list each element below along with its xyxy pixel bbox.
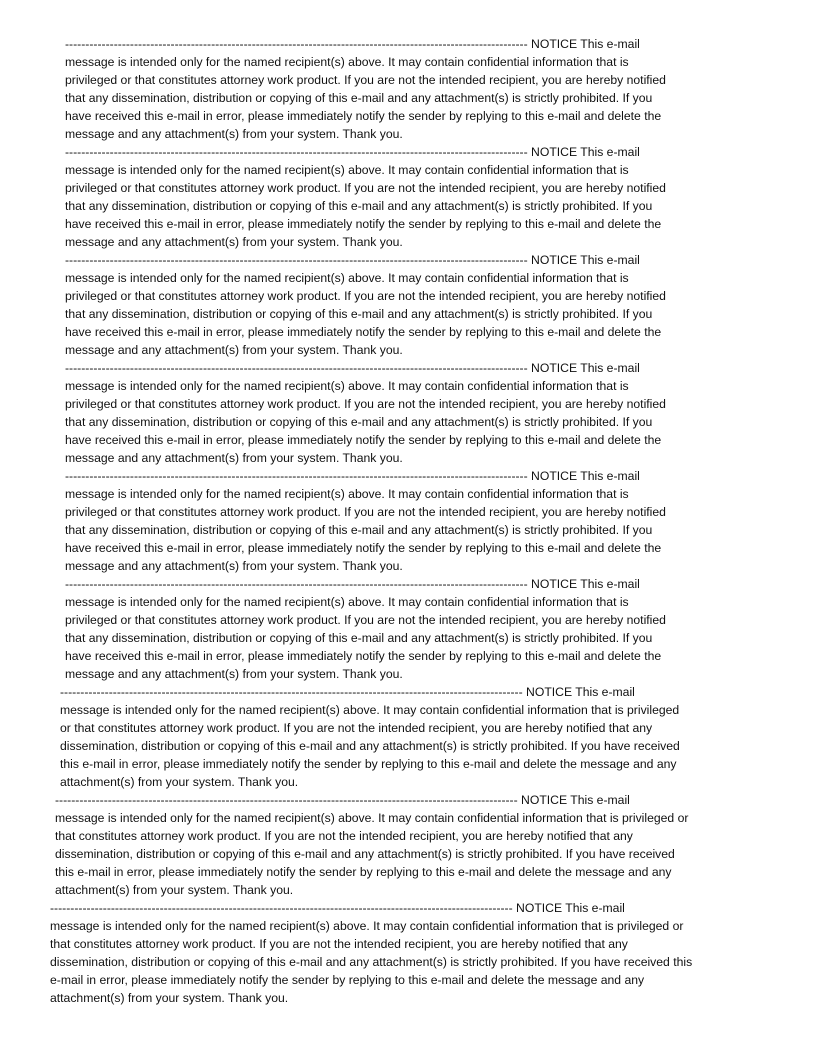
notice-line: that any dissemination, distribution or copying of this e-mail and any attachment(s) is strictly prohibited. If you [65, 307, 653, 321]
notice-heading-line: ------------------------------------------------------------------------------------------------------------------ NOTICE This e-mail [55, 793, 630, 807]
notice-heading-line: ------------------------------------------------------------------------------------------------------------------ NOTICE This e-mail [65, 577, 640, 591]
notice-line: that constitutes attorney work product. If you are not the intended recipient, you are hereby notified that any [50, 937, 628, 951]
notice-line: privileged or that constitutes attorney work product. If you are not the intended recipient, you are hereby notified [65, 505, 666, 519]
notice-line: privileged or that constitutes attorney work product. If you are not the intended recipient, you are hereby notified [65, 181, 666, 195]
notice-line: have received this e-mail in error, please immediately notify the sender by replying to this e-mail and delete the [65, 541, 662, 555]
notice-line: that any dissemination, distribution or copying of this e-mail and any attachment(s) is strictly prohibited. If you [65, 523, 653, 537]
notice-line: this e-mail in error, please immediately notify the sender by replying to this e-mail and delete the message and any [60, 757, 677, 771]
notice-block-5 [65, 467, 765, 575]
notice-heading-line: ------------------------------------------------------------------------------------------------------------------ NOTICE This e-mail [65, 37, 640, 51]
notice-line: that any dissemination, distribution or copying of this e-mail and any attachment(s) is strictly prohibited. If you [65, 199, 653, 213]
notice-line: dissemination, distribution or copying of this e-mail and any attachment(s) is strictly prohibited. If you have received [55, 847, 675, 861]
notice-block-1 [65, 35, 765, 143]
notice-block-3 [65, 251, 765, 359]
notice-line: privileged or that constitutes attorney work product. If you are not the intended recipient, you are hereby notified [65, 613, 666, 627]
notice-line: message is intended only for the named recipient(s) above. It may contain confidential information that is [65, 163, 629, 177]
notice-line: privileged or that constitutes attorney work product. If you are not the intended recipient, you are hereby notified [65, 289, 666, 303]
notice-line: message is intended only for the named recipient(s) above. It may contain confidential information that is privileged or [50, 919, 684, 933]
notice-line: attachment(s) from your system. Thank you. [50, 991, 289, 1005]
notice-heading-line: ------------------------------------------------------------------------------------------------------------------ NOTICE This e-mail [65, 253, 640, 267]
notice-heading-line: ------------------------------------------------------------------------------------------------------------------ NOTICE This e-mail [65, 145, 640, 159]
notice-line: that constitutes attorney work product. If you are not the intended recipient, you are hereby notified that any [55, 829, 633, 843]
notice-line: this e-mail in error, please immediately notify the sender by replying to this e-mail and delete the message and any [55, 865, 672, 879]
notice-block-7 [60, 683, 760, 791]
notice-line: have received this e-mail in error, please immediately notify the sender by replying to this e-mail and delete the [65, 217, 662, 231]
notice-line: have received this e-mail in error, please immediately notify the sender by replying to this e-mail and delete the [65, 649, 662, 663]
notice-heading-line: ------------------------------------------------------------------------------------------------------------------ NOTICE This e-mail [50, 901, 625, 915]
notice-line: privileged or that constitutes attorney work product. If you are not the intended recipient, you are hereby notified [65, 73, 666, 87]
notice-line: message is intended only for the named recipient(s) above. It may contain confidential information that is [65, 487, 629, 501]
notice-block-9 [50, 899, 772, 1007]
notice-line: dissemination, distribution or copying of this e-mail and any attachment(s) is strictly prohibited. If you have received this [50, 955, 693, 969]
notice-heading-line: ------------------------------------------------------------------------------------------------------------------ NOTICE This e-mail [60, 685, 635, 699]
notice-line: attachment(s) from your system. Thank you. [55, 883, 294, 897]
notice-line: message is intended only for the named recipient(s) above. It may contain confidential information that is [65, 55, 629, 69]
notice-line: message and any attachment(s) from your system. Thank you. [65, 343, 403, 357]
notice-line: message and any attachment(s) from your system. Thank you. [65, 559, 403, 573]
notice-block-6 [65, 575, 765, 683]
notice-line: message and any attachment(s) from your system. Thank you. [65, 235, 403, 249]
notice-line: message is intended only for the named recipient(s) above. It may contain confidential information that is [65, 595, 629, 609]
notice-block-8 [55, 791, 767, 899]
notice-line: message is intended only for the named recipient(s) above. It may contain confidential information that is privileged or [55, 811, 689, 825]
notice-heading-line: ------------------------------------------------------------------------------------------------------------------ NOTICE This e-mail [65, 469, 640, 483]
notice-line: privileged or that constitutes attorney work product. If you are not the intended recipient, you are hereby notified [65, 397, 666, 411]
notice-heading-line: ------------------------------------------------------------------------------------------------------------------ NOTICE This e-mail [65, 361, 640, 375]
notice-line: that any dissemination, distribution or copying of this e-mail and any attachment(s) is strictly prohibited. If you [65, 631, 653, 645]
notice-block-4 [65, 359, 765, 467]
notice-line: have received this e-mail in error, please immediately notify the sender by replying to this e-mail and delete the [65, 109, 662, 123]
notice-line: message is intended only for the named recipient(s) above. It may contain confidential information that is privileged [60, 703, 680, 717]
notice-line: message and any attachment(s) from your system. Thank you. [65, 451, 403, 465]
notice-line: have received this e-mail in error, please immediately notify the sender by replying to this e-mail and delete the [65, 325, 662, 339]
notice-block-2 [65, 143, 765, 251]
notice-line: attachment(s) from your system. Thank you. [60, 775, 299, 789]
notice-line: message is intended only for the named recipient(s) above. It may contain confidential information that is [65, 271, 629, 285]
notice-line: message and any attachment(s) from your system. Thank you. [65, 127, 403, 141]
notice-line: have received this e-mail in error, please immediately notify the sender by replying to this e-mail and delete the [65, 433, 662, 447]
notice-line: or that constitutes attorney work product. If you are not the intended recipient, you are hereby notified that any [60, 721, 653, 735]
notice-line: dissemination, distribution or copying of this e-mail and any attachment(s) is strictly prohibited. If you have received [60, 739, 680, 753]
notice-line: that any dissemination, distribution or copying of this e-mail and any attachment(s) is strictly prohibited. If you [65, 415, 653, 429]
notice-line: message is intended only for the named recipient(s) above. It may contain confidential information that is [65, 379, 629, 393]
notice-line: e-mail in error, please immediately notify the sender by replying to this e-mail and delete the message and any [50, 973, 645, 987]
notice-line: message and any attachment(s) from your system. Thank you. [65, 667, 403, 681]
notice-line: that any dissemination, distribution or copying of this e-mail and any attachment(s) is strictly prohibited. If you [65, 91, 653, 105]
